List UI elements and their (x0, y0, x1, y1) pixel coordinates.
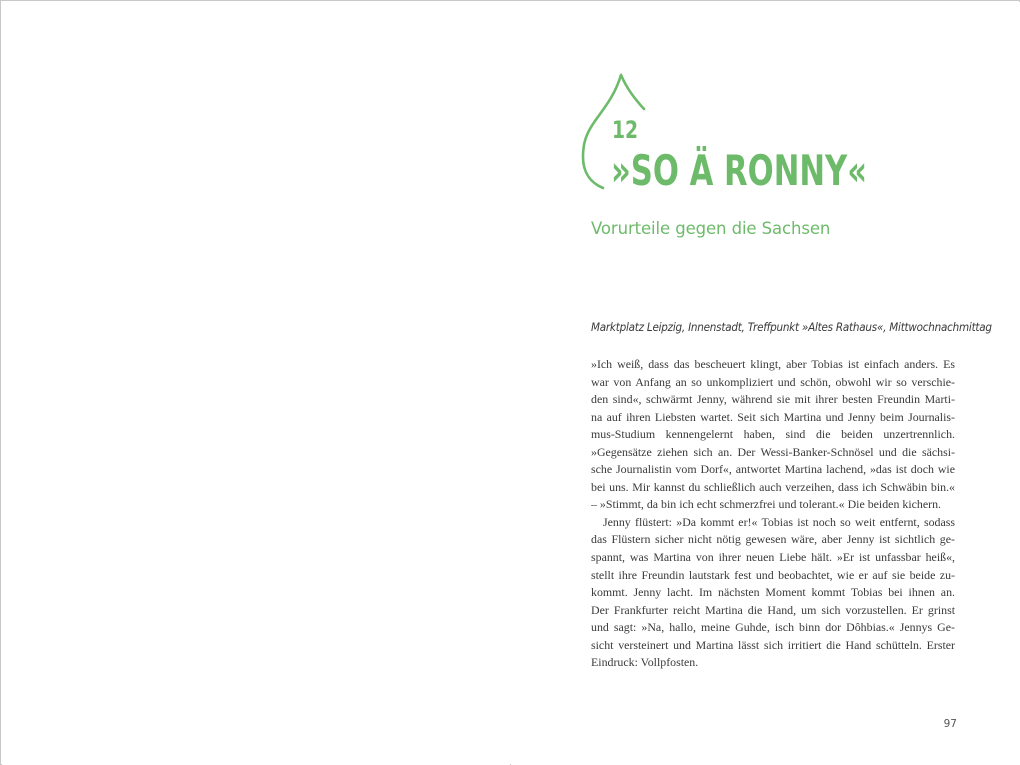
body-line: kommt. Jenny lacht. Im nächsten Moment kommt Tobias bei ihnen an. (591, 585, 955, 600)
body-line: spannt, was Martina von ihrer neuen Liebe hält. »Er ist unfassbar heiß«, (591, 550, 955, 565)
scene-location-line: Marktplatz Leipzig, Innenstadt, Treffpunkt »Altes Rathaus«, Mittwochnachmittag (591, 321, 992, 334)
body-line: das Flüstern sicher nicht nötig gewesen wäre, aber Jenny ist sichtlich ge- (591, 532, 955, 547)
chapter-title: »SO Ä RONNY« (611, 146, 868, 195)
chapter-number: 12 (612, 116, 639, 144)
page-number: 97 (943, 718, 957, 730)
body-line: bei uns. Mir kannst du schließlich auch verzeihen, dass ich Schwäbin bin.« (591, 479, 955, 494)
left-page-blank (2, 2, 510, 765)
body-line: – »Stimmt, da bin ich echt schmerzfrei und tolerant.« Die beiden kichern. (591, 497, 942, 512)
body-line: stellt ihre Freundin lautstark fest und beobachtet, wie er auf sie beide zu- (591, 567, 955, 582)
body-line: sche Journalistin vom Dorf«, antwortet Martina lachend, »das ist doch wie (591, 462, 955, 477)
body-line: den sind«, schwärmt Jenny, während sie mit ihrer besten Freundin Marti- (591, 392, 955, 407)
body-line: war von Anfang an so unkompliziert und schön, obwohl wir so verschie- (591, 374, 955, 389)
body-line: sicht versteinert und Martina lässt sich irritiert die Hand schütteln. Erster (591, 637, 955, 652)
body-line: na auf ihren Liebsten wartet. Seit sich Martina und Jenny beim Journalis- (591, 409, 955, 424)
body-text (591, 356, 955, 672)
body-line: Eindruck: Vollpfosten. (591, 655, 699, 670)
body-line: und sagt: »Na, hallo, meine Guhde, isch binn dor Dôhbias.« Jennys Ge- (591, 620, 955, 635)
body-line: Der Frankfurter reicht Martina die Hand, um sich vorzustellen. Er grinst (591, 602, 955, 617)
body-line: mus-Studium kennengelernt haben, sind die beiden unzertrennlich. (591, 427, 955, 442)
body-line: »Ich weiß, dass das bescheuert klingt, aber Tobias ist einfach anders. Es (591, 357, 955, 371)
chapter-subtitle: Vorurteile gegen die Sachsen (591, 219, 831, 238)
body-line: »Gegensätze ziehen sich an. Der Wessi-Banker-Schnösel und die sächsi- (591, 444, 955, 459)
body-line: Jenny flüstert: »Da kommt er!« Tobias ist noch so weit entfernt, sodass (603, 514, 955, 529)
